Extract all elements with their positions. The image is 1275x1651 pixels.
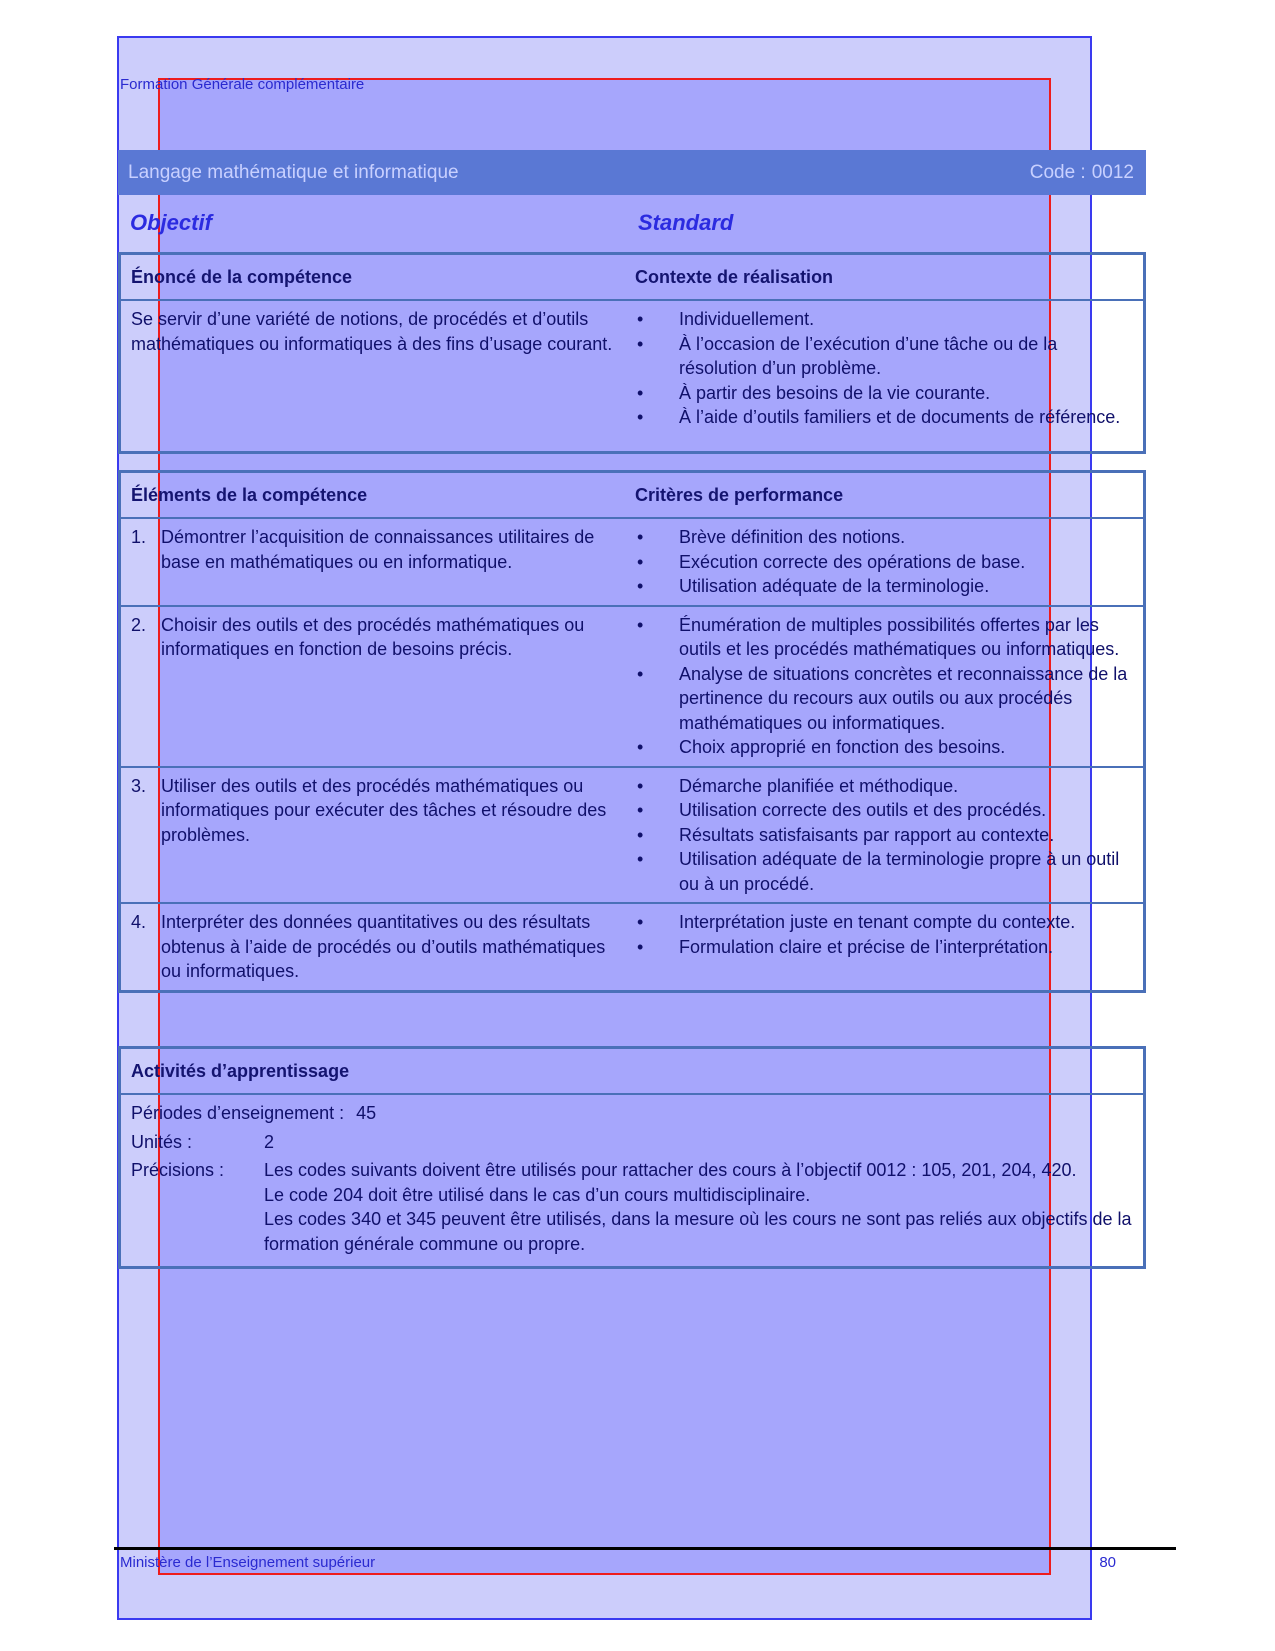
document-title: Langage mathématique et informatique bbox=[128, 161, 459, 183]
element-cell bbox=[121, 768, 635, 903]
code-group bbox=[1030, 162, 1134, 184]
periodes-line bbox=[131, 1101, 1133, 1126]
title-bar bbox=[118, 150, 1146, 195]
criteria-list bbox=[635, 774, 1137, 897]
element-cell bbox=[121, 519, 635, 605]
element-text: Utiliser des outils et des procédés mathématiques ou informatiques pour exécuter des tâches et résoudre des problèmes. bbox=[161, 775, 607, 845]
elements-header-row bbox=[121, 473, 1143, 519]
precision-paragraph: Les codes suivants doivent être utilisés pour rattacher des cours à l’objectif 0012 : 105, 201, 204, 420. bbox=[264, 1160, 1077, 1180]
element-text: Démontrer l’acquisition de connaissances utilitaires de base en mathématiques ou en informatique. bbox=[161, 527, 595, 572]
competence-section bbox=[118, 252, 1146, 454]
element-number: 4. bbox=[131, 912, 147, 932]
standard-heading: Standard bbox=[638, 210, 734, 235]
precision-paragraph: Les codes 340 et 345 peuvent être utilisés, dans la mesure où les cours ne sont pas reliés aux objectifs de la formation générale commune ou propre. bbox=[264, 1209, 1132, 1254]
unites-label: Unités : bbox=[131, 1131, 193, 1152]
list-item: • Résultats satisfaisants par rapport au contexte. bbox=[635, 823, 1137, 848]
enonce-text: Se servir d’une variété de notions, de procédés et d’outils mathématiques ou informatiques à des fins d’usage courant. bbox=[131, 309, 613, 354]
criteria-cell bbox=[635, 768, 1143, 903]
elements-section bbox=[118, 470, 1146, 993]
list-item: • Individuellement. bbox=[635, 307, 1137, 332]
contexte-cell bbox=[635, 301, 1143, 451]
list-item: • Démarche planifiée et méthodique. bbox=[635, 774, 1137, 799]
criteria-cell bbox=[635, 519, 1143, 605]
competence-header-row bbox=[121, 255, 1143, 301]
list-item: • Interprétation juste en tenant compte du contexte. bbox=[635, 910, 1137, 935]
list-item: • Énumération de multiples possibilités offertes par les outils et les procédés mathématiques ou informatiques. bbox=[635, 613, 1137, 662]
contexte-header: Contexte de réalisation bbox=[635, 266, 834, 287]
list-item: • À l’occasion de l’exécution d’une tâche ou de la résolution d’un problème. bbox=[635, 332, 1137, 381]
activites-body bbox=[121, 1095, 1143, 1266]
list-item: • Exécution correcte des opérations de base. bbox=[635, 550, 1137, 575]
list-item: • Choix approprié en fonction des besoins. bbox=[635, 735, 1137, 760]
contexte-list bbox=[635, 307, 1137, 430]
activites-section bbox=[118, 1046, 1146, 1269]
list-item: • Formulation claire et précise de l’interprétation. bbox=[635, 935, 1137, 960]
criteria-list bbox=[635, 613, 1137, 760]
criteria-cell bbox=[635, 904, 1143, 990]
periodes-label: Périodes d’enseignement : bbox=[131, 1103, 345, 1123]
element-text: Interpréter des données quantitatives ou des résultats obtenus à l’aide de procédés ou d’outils mathématiques ou informatiques. bbox=[161, 912, 606, 981]
list-item: • Utilisation adéquate de la terminologie propre à un outil ou à un procédé. bbox=[635, 847, 1137, 896]
unites-value: 2 bbox=[264, 1131, 275, 1152]
list-item: • Analyse de situations concrètes et reconnaissance de la pertinence du recours aux outils ou aux procédés mathématiques ou informatiques. bbox=[635, 662, 1137, 736]
element-cell bbox=[121, 607, 635, 766]
page-number: 80 bbox=[1099, 1554, 1116, 1571]
element-number: 2. bbox=[131, 614, 147, 635]
enonce-header: Énoncé de la compétence bbox=[131, 266, 353, 287]
activites-header-row bbox=[121, 1049, 1143, 1095]
list-item: • À l’aide d’outils familiers et de documents de référence. bbox=[635, 405, 1137, 430]
column-titles bbox=[130, 210, 1130, 240]
criteria-cell bbox=[635, 607, 1143, 766]
unites-line bbox=[131, 1130, 1133, 1155]
criteria-list bbox=[635, 525, 1137, 599]
table-row bbox=[121, 519, 1143, 607]
list-item: • Brève définition des notions. bbox=[635, 525, 1137, 550]
element-number: 1. bbox=[131, 527, 147, 547]
enonce-cell bbox=[121, 301, 635, 451]
footer-rule bbox=[114, 1547, 1176, 1550]
code-label: Code : bbox=[1029, 161, 1086, 183]
table-row bbox=[121, 904, 1143, 990]
list-item: • Utilisation correcte des outils et des procédés. bbox=[635, 798, 1137, 823]
precisions-line bbox=[131, 1158, 1133, 1256]
element-number: 3. bbox=[131, 775, 147, 796]
footer-ministry: Ministère de l’Enseignement supérieur bbox=[120, 1554, 376, 1571]
precision-paragraph: Le code 204 doit être utilisé dans le cas d’un cours multidisciplinaire. bbox=[264, 1184, 811, 1205]
precisions-label: Précisions : bbox=[131, 1160, 225, 1180]
element-cell bbox=[121, 904, 635, 990]
competence-row bbox=[121, 301, 1143, 451]
element-text: Choisir des outils et des procédés mathématiques ou informatiques en fonction de besoins précis. bbox=[161, 614, 585, 659]
table-row bbox=[121, 607, 1143, 768]
elements-header: Éléments de la compétence bbox=[131, 484, 368, 505]
objectif-heading: Objectif bbox=[130, 210, 212, 235]
periodes-value: 45 bbox=[356, 1103, 377, 1123]
list-item: • À partir des besoins de la vie courante. bbox=[635, 381, 1137, 406]
running-head: Formation Générale complémentaire bbox=[120, 76, 365, 93]
list-item: • Utilisation adéquate de la terminologie. bbox=[635, 574, 1137, 599]
table-row bbox=[121, 768, 1143, 905]
criteres-header: Critères de performance bbox=[635, 484, 844, 505]
activites-header: Activités d’apprentissage bbox=[131, 1060, 350, 1081]
criteria-list bbox=[635, 910, 1137, 959]
code-value: 0012 bbox=[1091, 161, 1134, 183]
footer bbox=[120, 1554, 1116, 1571]
precisions-text bbox=[264, 1158, 1133, 1256]
